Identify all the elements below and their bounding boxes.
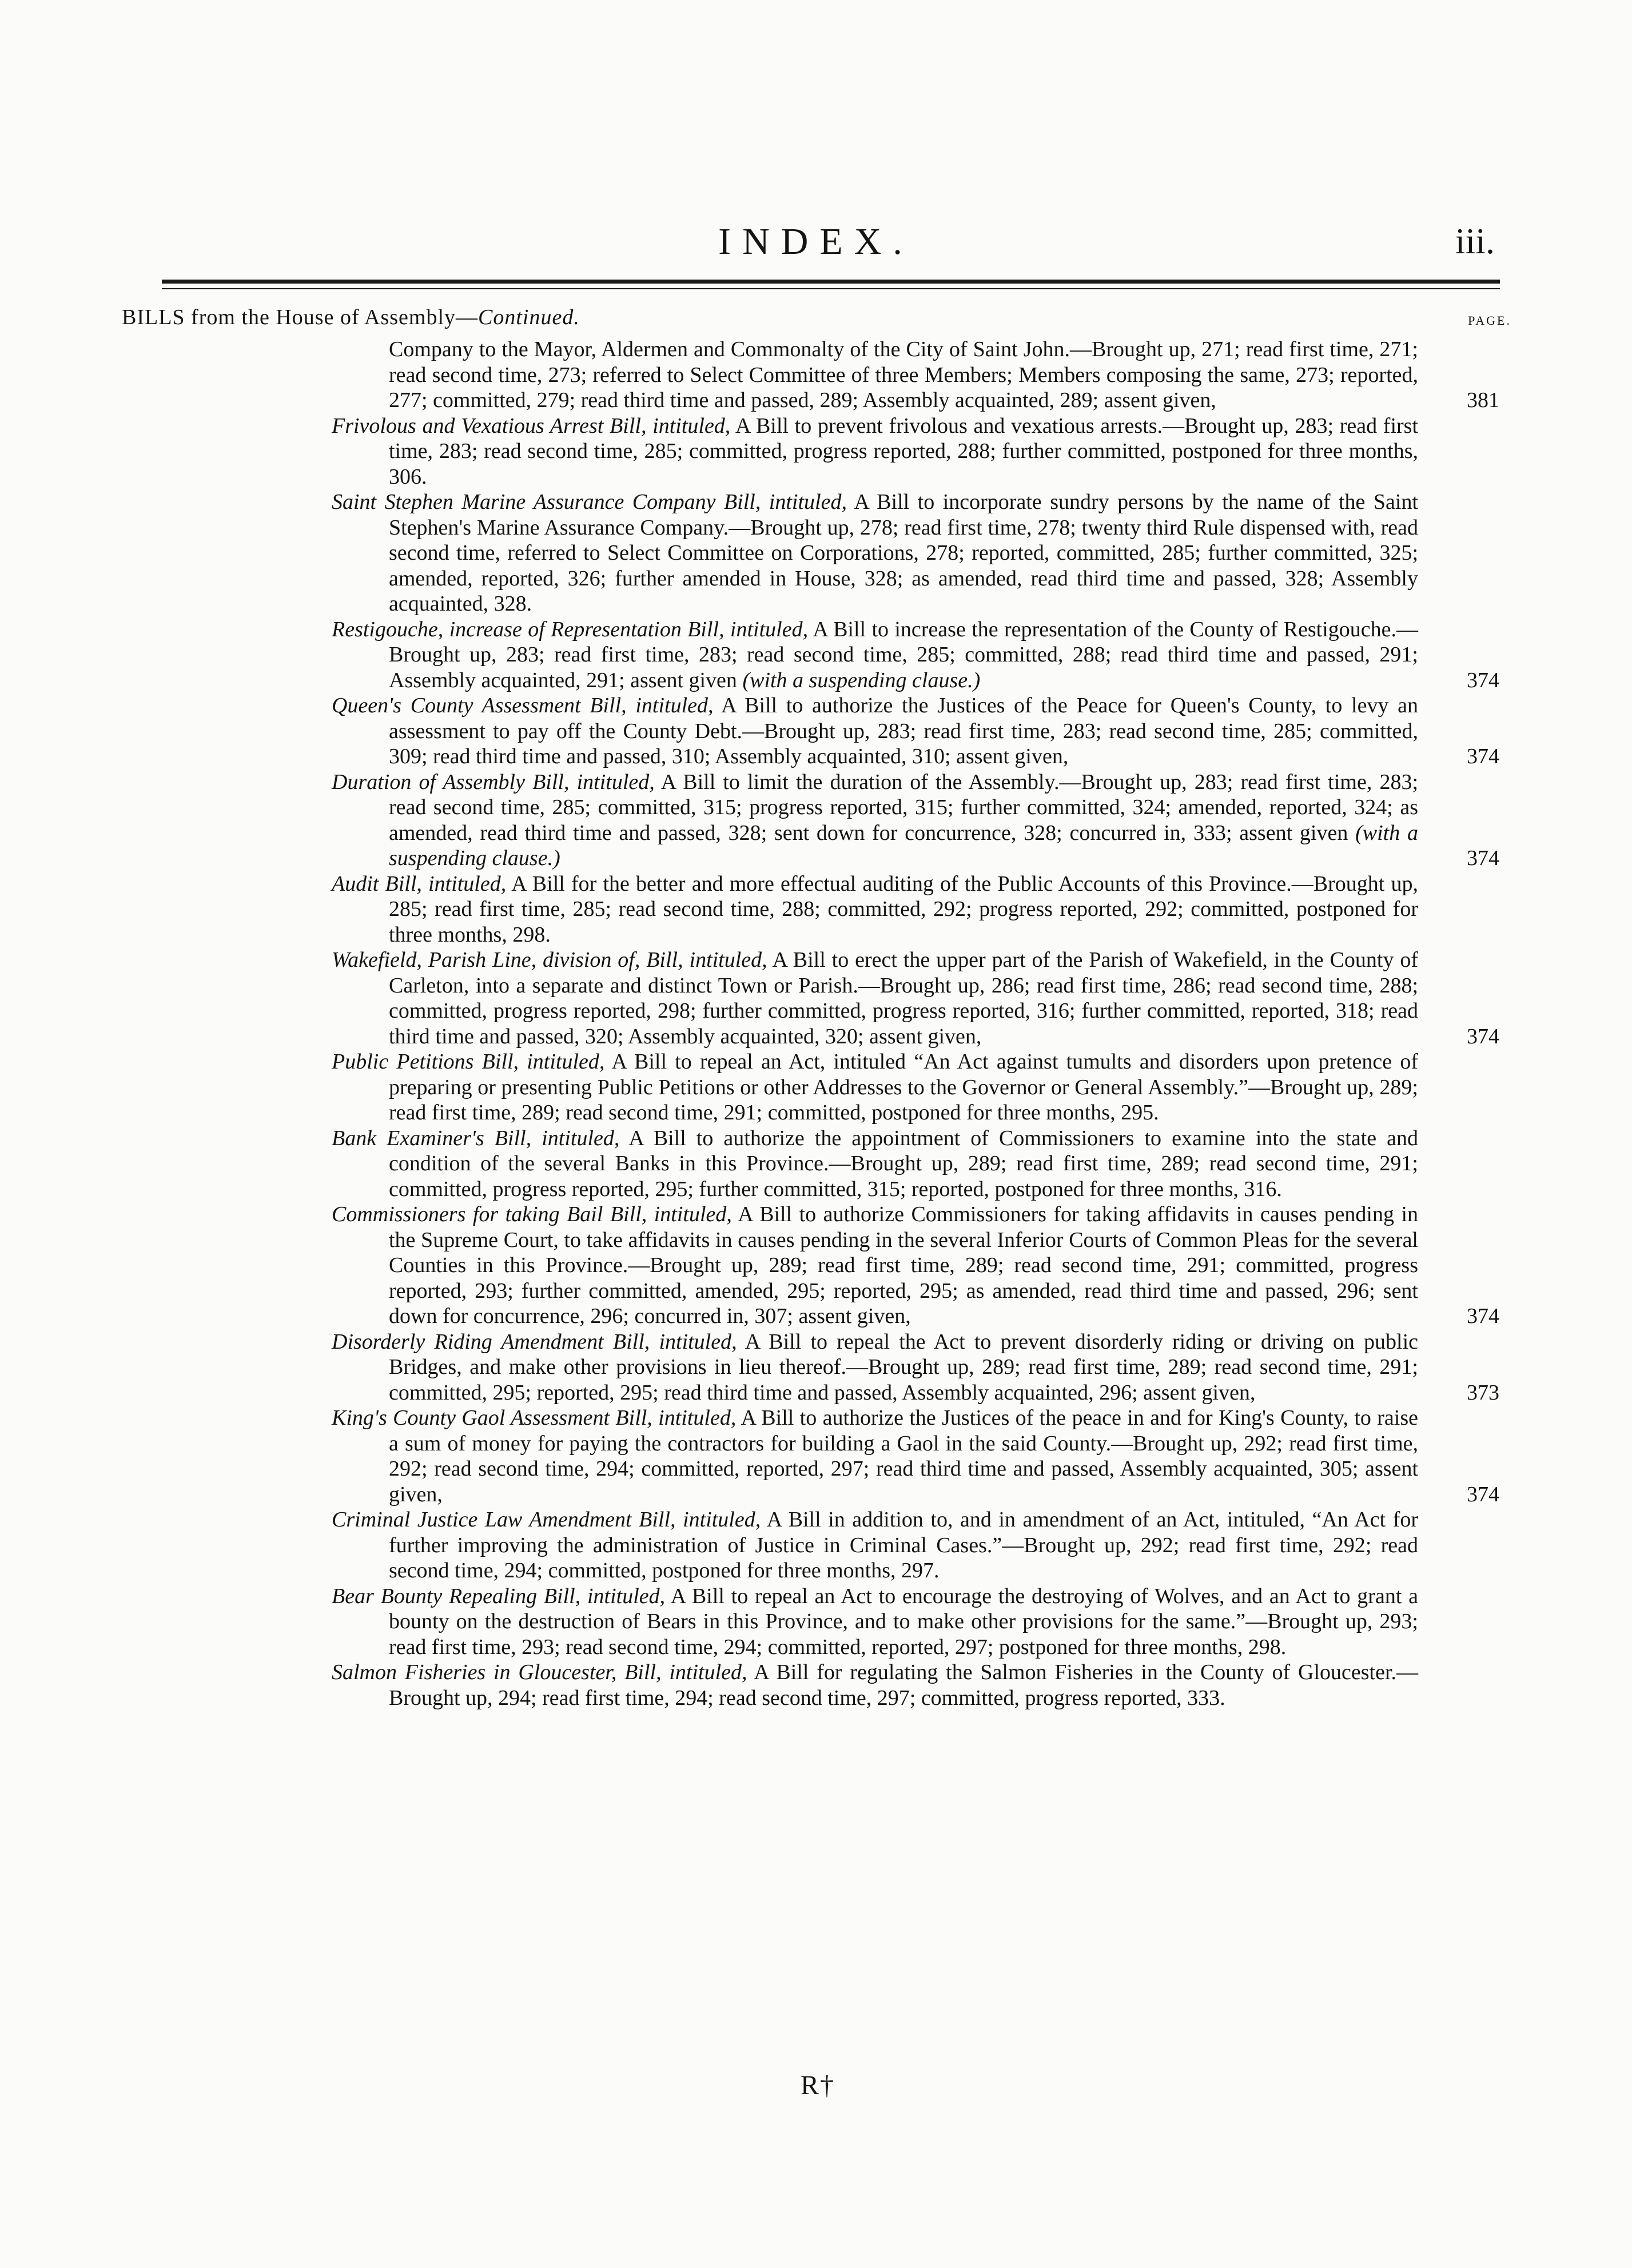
page-title: INDEX. [718, 221, 914, 262]
bill-name: Audit Bill, intituled, [332, 871, 507, 896]
entry-text: A Bill to limit the duration of the Assembly.—Brought up, 283; read first time, 283; read second time, 285; committed, 315; progress reported, 315; further committed, 324; amended, reported, 324; as amended, read third time and passed, 328; sent down for concurrence, 328; concurred in, 333; assent given [389, 770, 1419, 845]
page-reference: 374 [1467, 1482, 1499, 1506]
page-reference: 374 [1467, 846, 1499, 870]
index-entry-continued [332, 337, 1499, 413]
index-entry [332, 1584, 1418, 1660]
entry-text: A Bill to repeal an Act, intituled “An Act against tumults and disorders upon pretence of preparing or presenting Public Petitions or other Addresses to the Governor or General Assembly.”—Brought up, 289; read first time, 289; read second time, 291; committed, postponed for three months, 295. [389, 1050, 1418, 1125]
entry-text: A Bill for the better and more effectual auditing of the Public Accounts of this Province.—Brought up, 285; read first time, 285; read second time, 288; committed, 292; progress reported, 292; committed, postponed for three months, 298. [389, 871, 1418, 947]
index-entry [332, 770, 1499, 871]
bill-name: King's County Gaol Assessment Bill, intituled, [332, 1406, 737, 1430]
section-heading-line [122, 305, 1511, 330]
section-heading-text: BILLS from the House of Assembly— [122, 305, 479, 329]
suspending-clause-note: (with a suspending clause.) [389, 820, 1419, 870]
entry-text: A Bill to repeal an Act to encourage the destroying of Wolves, and an Act to grant a bounty on the destruction of Bears in this Province, and to make other provisions for the same.”—Brought up, 293; read first time, 293; read second time, 294; committed, reported, 297; postponed for three months, 298. [389, 1584, 1419, 1659]
bill-name: Restigouche, increase of Representation Bill, intituled, [332, 617, 809, 641]
bill-name: Commissioners for taking Bail Bill, intituled, [332, 1202, 732, 1226]
section-heading-continued: Continued. [478, 305, 580, 329]
page-number: iii. [1455, 221, 1495, 261]
index-entry [332, 1329, 1499, 1406]
entry-text: A Bill in addition to, and in amendment of an Act, intituled, “An Act for further improving the administration of Justice in Criminal Cases.”—Brought up, 292; read first time, 292; read second time, 294; committed, postponed for three months, 297. [389, 1508, 1419, 1583]
index-entry [332, 1405, 1499, 1507]
suspending-clause-note: (with a suspending clause.) [742, 668, 981, 692]
index-entry [332, 871, 1418, 948]
bill-name: Public Petitions Bill, intituled, [332, 1050, 605, 1074]
entry-text: A Bill to authorize Commissioners for taking affidavits in causes pending in the Supreme Court, to take affidavits in causes pending in the several Inferior Courts of Common Pleas for the several Counties in this Province.—Brought up, 289; read first time, 289; read second time, 291; committed, progress reported, 293; further committed, amended, 295; reported, 295; as amended, read third time and passed, 296; sent down for concurrence, 296; concurred in, 307; assent given, [389, 1202, 1418, 1328]
page-reference: 374 [1467, 1304, 1499, 1328]
section-heading [122, 305, 580, 329]
index-entry [332, 947, 1499, 1049]
entry-text: A Bill to incorporate sundry persons by the name of the Saint Stephen's Marine Assurance Company.—Brought up, 278; read first time, 278; twenty third Rule dispensed with, read second time, referred to Select Committee on Corporations, 278; reported, committed, 285; further committed, 325; amended, reported, 326; further amended in House, 328; as amended, read third time and passed, 328; Assembly acquainted, 328. [389, 490, 1419, 616]
index-entry [332, 413, 1418, 490]
index-entry [332, 1660, 1418, 1711]
entry-text: A Bill to authorize the Justices of the peace in and for King's County, to raise a sum of money for paying the contractors for building a Gaol in the said County.—Brought up, 292; read first time, 292; read second time, 294; committed, reported, 297; read third time and passed, Assembly acquainted, 305; assent given, [389, 1406, 1419, 1506]
bill-name: Duration of Assembly Bill, intituled, [332, 770, 655, 794]
index-entry [332, 1049, 1418, 1126]
bill-name: Bank Examiner's Bill, intituled, [332, 1126, 620, 1150]
page-reference: 374 [1467, 668, 1499, 692]
bill-name: Salmon Fisheries in Gloucester, Bill, intituled, [332, 1660, 747, 1684]
entry-text: A Bill to authorize the Justices of the Peace for Queen's County, to levy an assessment to pay off the County Debt.—Brought up, 283; read first time, 283; read second time, 285; committed, 309; read third time and passed, 310; Assembly acquainted, 310; assent given, [389, 693, 1418, 768]
entry-text: A Bill to prevent frivolous and vexatious arrests.—Brought up, 283; read first time, 283; read second time, 285; committed, progress reported, 288; further committed, postponed for three months, 306. [389, 413, 1419, 489]
index-entries [332, 337, 1499, 1711]
page-reference: 373 [1467, 1380, 1499, 1405]
page-column-label: PAGE. [1468, 313, 1511, 328]
index-entry [332, 617, 1499, 693]
header-rule-thick [162, 280, 1500, 284]
bill-name: Bear Bounty Repealing Bill, intituled, [332, 1584, 666, 1608]
page-reference: 374 [1467, 744, 1499, 768]
bill-name: Disorderly Riding Amendment Bill, intituled, [332, 1329, 737, 1354]
index-entry [332, 1507, 1418, 1584]
entry-text: A Bill for regulating the Salmon Fisheries in the County of Gloucester.—Brought up, 294; read first time, 294; read second time, 297; committed, progress reported, 333. [389, 1660, 1419, 1710]
page-reference: 381 [1467, 388, 1499, 412]
entry-text: A Bill to repeal the Act to prevent disorderly riding or driving on public Bridges, and make other provisions in lieu thereof.—Brought up, 289; read first time, 289; read second time, 291; committed, 295; reported, 295; read third time and passed, Assembly acquainted, 296; assent given, [389, 1329, 1418, 1405]
entry-text: A Bill to authorize the appointment of Commissioners to examine into the state and condition of the several Banks in this Province.—Brought up, 289; read first time, 289; read second time, 291; committed, progress reported, 295; further committed, 315; reported, postponed for three months, 316. [389, 1126, 1419, 1201]
index-entry [332, 489, 1418, 617]
index-entry [332, 693, 1499, 770]
bill-name: Saint Stephen Marine Assurance Company Bill, intituled, [332, 490, 847, 514]
bill-name: Wakefield, Parish Line, division of, Bill, intituled, [332, 948, 767, 972]
page-reference: 374 [1467, 1024, 1499, 1049]
header-rule-thin [162, 288, 1500, 289]
signature-mark: R† [801, 2070, 835, 2100]
bill-name: Frivolous and Vexatious Arrest Bill, intituled, [332, 413, 731, 438]
entry-text: A Bill to increase the representation of the County of Restigouche.—Brought up, 283; read first time, 283; read second time, 285; committed, 288; read third time and passed, 291; Assembly acquainted, 291; assent given [389, 617, 1418, 692]
entry-text: Company to the Mayor, Aldermen and Commonalty of the City of Saint John.—Brought up, 271; read first time, 271; read second time, 273; referred to Select Committee of three Members; Members composing the same, 273; reported, 277; committed, 279; read third time and passed, 289; Assembly acquainted, 289; assent given, [389, 337, 1418, 412]
bill-name: Criminal Justice Law Amendment Bill, intituled, [332, 1508, 761, 1532]
index-entry [332, 1202, 1499, 1329]
index-entry [332, 1126, 1418, 1202]
entry-text: A Bill to erect the upper part of the Parish of Wakefield, in the County of Carleton, into a separate and distinct Town or Parish.—Brought up, 286; read first time, 286; read second time, 288; committed, progress reported, 298; further committed, progress reported, 316; further committed, reported, 318; read third time and passed, 320; Assembly acquainted, 320; assent given, [389, 948, 1419, 1049]
bill-name: Queen's County Assessment Bill, intituled, [332, 693, 714, 718]
